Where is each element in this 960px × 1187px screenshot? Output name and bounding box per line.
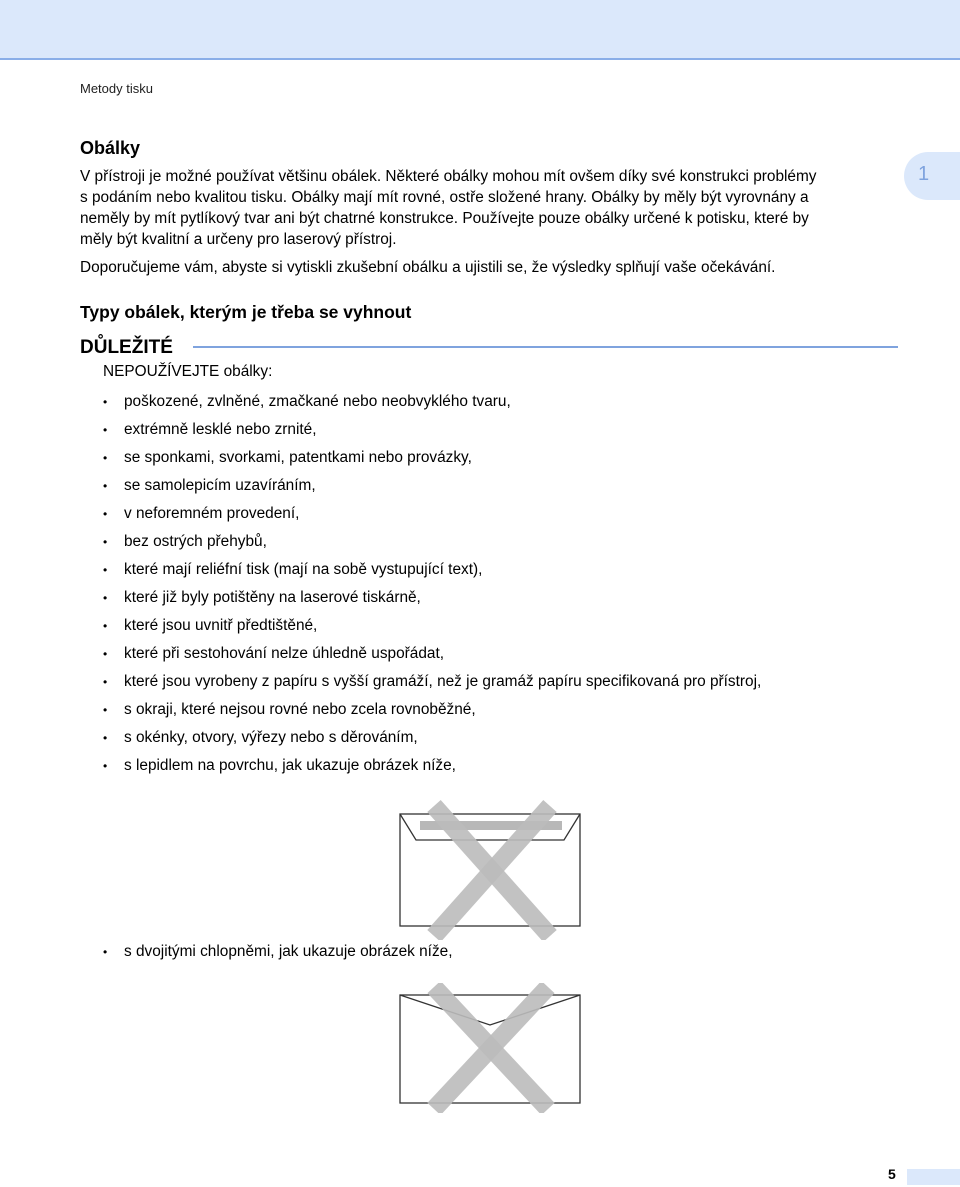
bullet-icon: • xyxy=(103,731,108,745)
list-item-text: poškozené, zvlněné, zmačkané nebo neobvyklého tvaru, xyxy=(124,393,511,410)
list-item xyxy=(103,699,761,727)
list-item xyxy=(103,503,761,531)
bullet-icon: • xyxy=(103,563,108,577)
bullet-icon: • xyxy=(103,945,108,959)
list-item-text: se samolepicím uzavíráním, xyxy=(124,477,316,494)
list-item xyxy=(103,531,761,559)
bullet-icon: • xyxy=(103,535,108,549)
chapter-number: 1 xyxy=(918,163,930,185)
bullet-icon: • xyxy=(103,703,108,717)
list-item xyxy=(103,559,761,587)
bullet-icon: • xyxy=(103,423,108,437)
intro-line: měly být kvalitní a určeny pro laserový přístroj. xyxy=(80,231,397,248)
list-item-text: s lepidlem na povrchu, jak ukazuje obrázek níže, xyxy=(124,757,456,774)
list-item-text: extrémně lesklé nebo zrnité, xyxy=(124,421,317,438)
list-item xyxy=(103,391,761,419)
chapter-tab xyxy=(904,152,960,200)
list-item-text: které již byly potištěny na laserové tiskárně, xyxy=(124,589,421,606)
section-title: Obálky xyxy=(80,138,141,158)
list-item xyxy=(103,671,761,699)
top-header-band xyxy=(0,0,960,60)
list-item xyxy=(103,587,761,615)
list-item xyxy=(103,475,761,503)
intro-line: neměly by mít pytlíkový tvar ani být chatrné konstrukce. Používejte pouze obálky určené k potisku, které by xyxy=(80,210,809,227)
list-item xyxy=(103,615,761,643)
list-item-text: které mají reliéfní tisk (mají na sobě vystupující text), xyxy=(124,561,483,578)
bullet-icon: • xyxy=(103,759,108,773)
avoid-list xyxy=(103,391,761,783)
intro-line: V přístroji je možné používat většinu obálek. Některé obálky mohou mít ovšem díky své konstrukci problémy xyxy=(80,168,817,185)
important-intro: NEPOUŽÍVEJTE obálky: xyxy=(103,363,273,380)
list-item-text: které při sestohování nelze úhledně uspořádat, xyxy=(124,645,444,662)
bullet-icon: • xyxy=(103,479,108,493)
list-item xyxy=(103,727,761,755)
bullet-icon: • xyxy=(103,591,108,605)
list-item-text: bez ostrých přehybů, xyxy=(124,533,267,550)
bullet-icon: • xyxy=(103,675,108,689)
bullet-icon: • xyxy=(103,395,108,409)
important-divider xyxy=(193,346,898,348)
page-number: 5 xyxy=(888,1166,896,1182)
list-item xyxy=(103,419,761,447)
footer-tab xyxy=(907,1169,960,1185)
intro-paragraph xyxy=(80,166,910,250)
subsection-title: Typy obálek, kterým je třeba se vyhnout xyxy=(80,302,412,322)
envelope-double-flap-crossed-figure xyxy=(398,983,584,1113)
list-item-text: s okraji, které nejsou rovné nebo zcela rovnoběžné, xyxy=(124,701,476,718)
list-item-text: s okénky, otvory, výřezy nebo s děrováním, xyxy=(124,729,418,746)
bullet-icon: • xyxy=(103,619,108,633)
list-item-text: v neforemném provedení, xyxy=(124,505,300,522)
bullet-icon: • xyxy=(103,451,108,465)
list-item-text: které jsou uvnitř předtištěné, xyxy=(124,617,318,634)
envelope-adhesive-crossed-figure xyxy=(398,800,584,940)
running-header: Metody tisku xyxy=(80,81,153,96)
list-item xyxy=(103,447,761,475)
important-heading: DŮLEŽITÉ xyxy=(80,337,173,358)
list-item-text: které jsou vyrobeny z papíru s vyšší gramáží, než je gramáž papíru specifikovaná pro přístroj, xyxy=(124,673,762,690)
bullet-icon: • xyxy=(103,647,108,661)
list-item xyxy=(103,755,761,783)
list-item-text: s dvojitými chlopněmi, jak ukazuje obrázek níže, xyxy=(124,943,453,960)
recommendation-paragraph: Doporučujeme vám, abyste si vytiskli zkušební obálku a ujistili se, že výsledky splňují vaše očekávání. xyxy=(80,259,776,276)
bullet-icon: • xyxy=(103,507,108,521)
list-item xyxy=(103,643,761,671)
list-item xyxy=(103,941,453,963)
intro-line: s podáním nebo kvalitou tisku. Obálky mají mít rovné, ostře složené hrany. Obálky by měly být vyrovnány a xyxy=(80,189,809,206)
list-item-text: se sponkami, svorkami, patentkami nebo provázky, xyxy=(124,449,472,466)
